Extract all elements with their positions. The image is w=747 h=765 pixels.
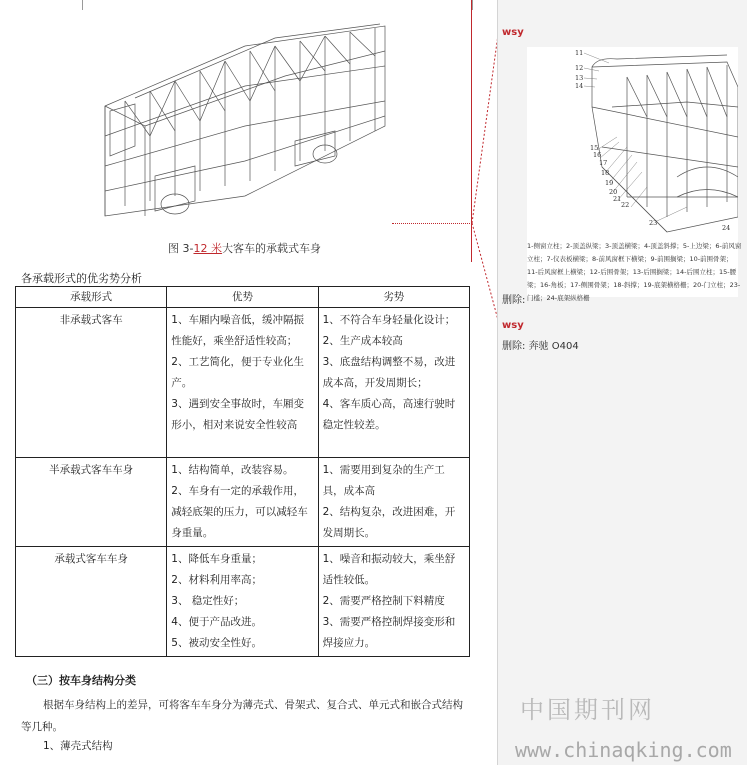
callout-number: 21 bbox=[613, 195, 622, 203]
comment-author: wsy bbox=[502, 320, 524, 331]
callout-number: 18 bbox=[601, 169, 610, 177]
caption-prefix: 图 3- bbox=[168, 242, 194, 255]
bus-frame-drawing bbox=[95, 6, 392, 224]
advantage-line: 形小，相对来说安全性较高 bbox=[171, 419, 298, 431]
callout-number: 20 bbox=[609, 188, 618, 196]
cell-form: 非承载式客车 bbox=[16, 308, 167, 458]
column-header: 优势 bbox=[167, 287, 318, 308]
crop-mark bbox=[472, 0, 473, 10]
figure-caption bbox=[168, 240, 321, 256]
callout-number: 17 bbox=[599, 159, 608, 167]
advantage-line: 2、车身有一定的承载作用， bbox=[171, 485, 304, 497]
callout-number: 12 bbox=[575, 64, 584, 72]
disadvantage-line: 1、需要用到复杂的生产工 bbox=[322, 464, 445, 476]
comment-author: wsy bbox=[502, 27, 524, 38]
cell-disadvantages bbox=[318, 308, 469, 458]
comparison-table bbox=[15, 286, 470, 657]
callout-number: 22 bbox=[621, 201, 630, 209]
advantage-line: 3、 稳定性好； bbox=[171, 595, 245, 607]
callout-number: 16 bbox=[593, 151, 602, 159]
section-heading: （三）按车身结构分类 bbox=[26, 674, 136, 687]
disadvantage-line: 成本高，开发周期长； bbox=[322, 377, 428, 389]
callout-number: 15 bbox=[590, 144, 599, 152]
callout-number: 19 bbox=[605, 179, 614, 187]
disadvantage-line: 稳定性较差。 bbox=[322, 419, 386, 431]
disadvantage-line: 2、需要严格控制下料精度 bbox=[322, 595, 445, 607]
advantage-line: 1、结构简单，改装容易。 bbox=[171, 464, 294, 476]
callout-number: 11 bbox=[575, 49, 584, 57]
advantage-line: 5、被动安全性好。 bbox=[171, 637, 262, 649]
body-paragraph: 根据车身结构上的差异，可将客车车身分为薄壳式、骨架式、复合式、单元式和嵌合式结构等几种。 bbox=[21, 699, 463, 733]
advantage-line: 身重量。 bbox=[171, 527, 214, 539]
disadvantage-line: 4、客车质心高，高速行驶时 bbox=[322, 398, 456, 410]
advantage-line: 4、便于产品改进。 bbox=[171, 616, 262, 628]
callout-number: 13 bbox=[575, 74, 584, 82]
disadvantage-line: 3、底盘结构调整不易，改进 bbox=[322, 356, 456, 368]
comment-deletion-label: 删除: bbox=[502, 341, 526, 352]
disadvantage-line: 焊接应力。 bbox=[322, 637, 376, 649]
table-row bbox=[16, 547, 470, 657]
column-header: 劣势 bbox=[318, 287, 469, 308]
cell-disadvantages bbox=[318, 547, 469, 657]
comment-connector bbox=[470, 30, 500, 330]
bus-skeleton-drawing bbox=[527, 47, 738, 237]
disadvantage-line: 2、结构复杂，改进困难，开 bbox=[322, 506, 456, 518]
list-item: 1、薄壳式结构 bbox=[43, 740, 113, 752]
caption-suffix: 大客车的承载式车身 bbox=[221, 242, 321, 255]
callout-number: 14 bbox=[575, 82, 584, 90]
table-row bbox=[16, 458, 470, 547]
watermark-url: www.chinaqking.com bbox=[515, 738, 732, 762]
advantage-line: 产。 bbox=[171, 377, 193, 389]
cell-advantages bbox=[167, 458, 318, 547]
disadvantage-line: 发周期长。 bbox=[322, 527, 376, 539]
bus-frame-figure[interactable] bbox=[95, 6, 392, 224]
advantage-line: 2、工艺简化，便于专业化生 bbox=[171, 356, 304, 368]
comment-deletion-entry[interactable] bbox=[502, 337, 579, 352]
comment-anchor-line bbox=[392, 223, 472, 225]
advantage-line: 1、降低车身重量； bbox=[171, 553, 262, 565]
cell-advantages bbox=[167, 308, 318, 458]
disadvantage-line: 具，成本高 bbox=[322, 485, 376, 497]
caption-revised-text[interactable]: 12 米 bbox=[193, 242, 222, 255]
disadvantage-line: 1、噪音和振动较大，乘坐舒 bbox=[322, 553, 456, 565]
advantage-line: 3、遇到安全事故时，车厢变 bbox=[171, 398, 304, 410]
disadvantage-line: 3、需要严格控制焊接变形和 bbox=[322, 616, 456, 628]
disadvantage-line: 2、生产成本较高 bbox=[322, 335, 403, 347]
advantage-line: 减轻底架的压力，可以减轻车 bbox=[171, 506, 308, 518]
table-row bbox=[16, 308, 470, 458]
cell-advantages bbox=[167, 547, 318, 657]
advantage-line: 性能好，乘坐舒适性较高； bbox=[171, 335, 298, 347]
table-title: 各承载形式的优劣势分析 bbox=[21, 272, 142, 285]
advantage-line: 2、材料利用率高； bbox=[171, 574, 262, 586]
crop-mark bbox=[82, 0, 83, 10]
cell-disadvantages bbox=[318, 458, 469, 547]
comment-deletion-label: 删除: bbox=[502, 295, 526, 306]
callout-number: 23 bbox=[649, 219, 658, 227]
column-header: 承载形式 bbox=[16, 287, 167, 308]
cell-form: 半承载式客车车身 bbox=[16, 458, 167, 547]
comment-deleted-text: 奔驰 O404 bbox=[528, 341, 579, 352]
comment-figure-legend: 1-侧窗立柱；2-顶盖纵梁；3-顶盖横梁；4-顶盖斜撑；5-上边梁；6-前风窗立柱；7-仪表板横梁；8-前风窗框下横梁；9-前围搁梁；10-前围骨架；11-后风窗框上横梁；12-后围骨架；13-后围搁梁；14-后围立柱；15-腰梁；16-角板；17-侧围骨架；18-斜撑；19-底架横格栅；20-门立柱；23-门槛；24-底架纵格栅 bbox=[527, 242, 742, 302]
cell-form: 承载式客车车身 bbox=[16, 547, 167, 657]
disadvantage-line: 适性较低。 bbox=[322, 574, 376, 586]
table-header-row bbox=[16, 287, 470, 308]
callout-number: 24 bbox=[722, 224, 731, 232]
watermark-brand: 中国期刊网 bbox=[520, 696, 655, 724]
advantage-line: 1、车厢内噪音低，缓冲隔振 bbox=[171, 314, 304, 326]
disadvantage-line: 1、不符合车身轻量化设计； bbox=[322, 314, 456, 326]
